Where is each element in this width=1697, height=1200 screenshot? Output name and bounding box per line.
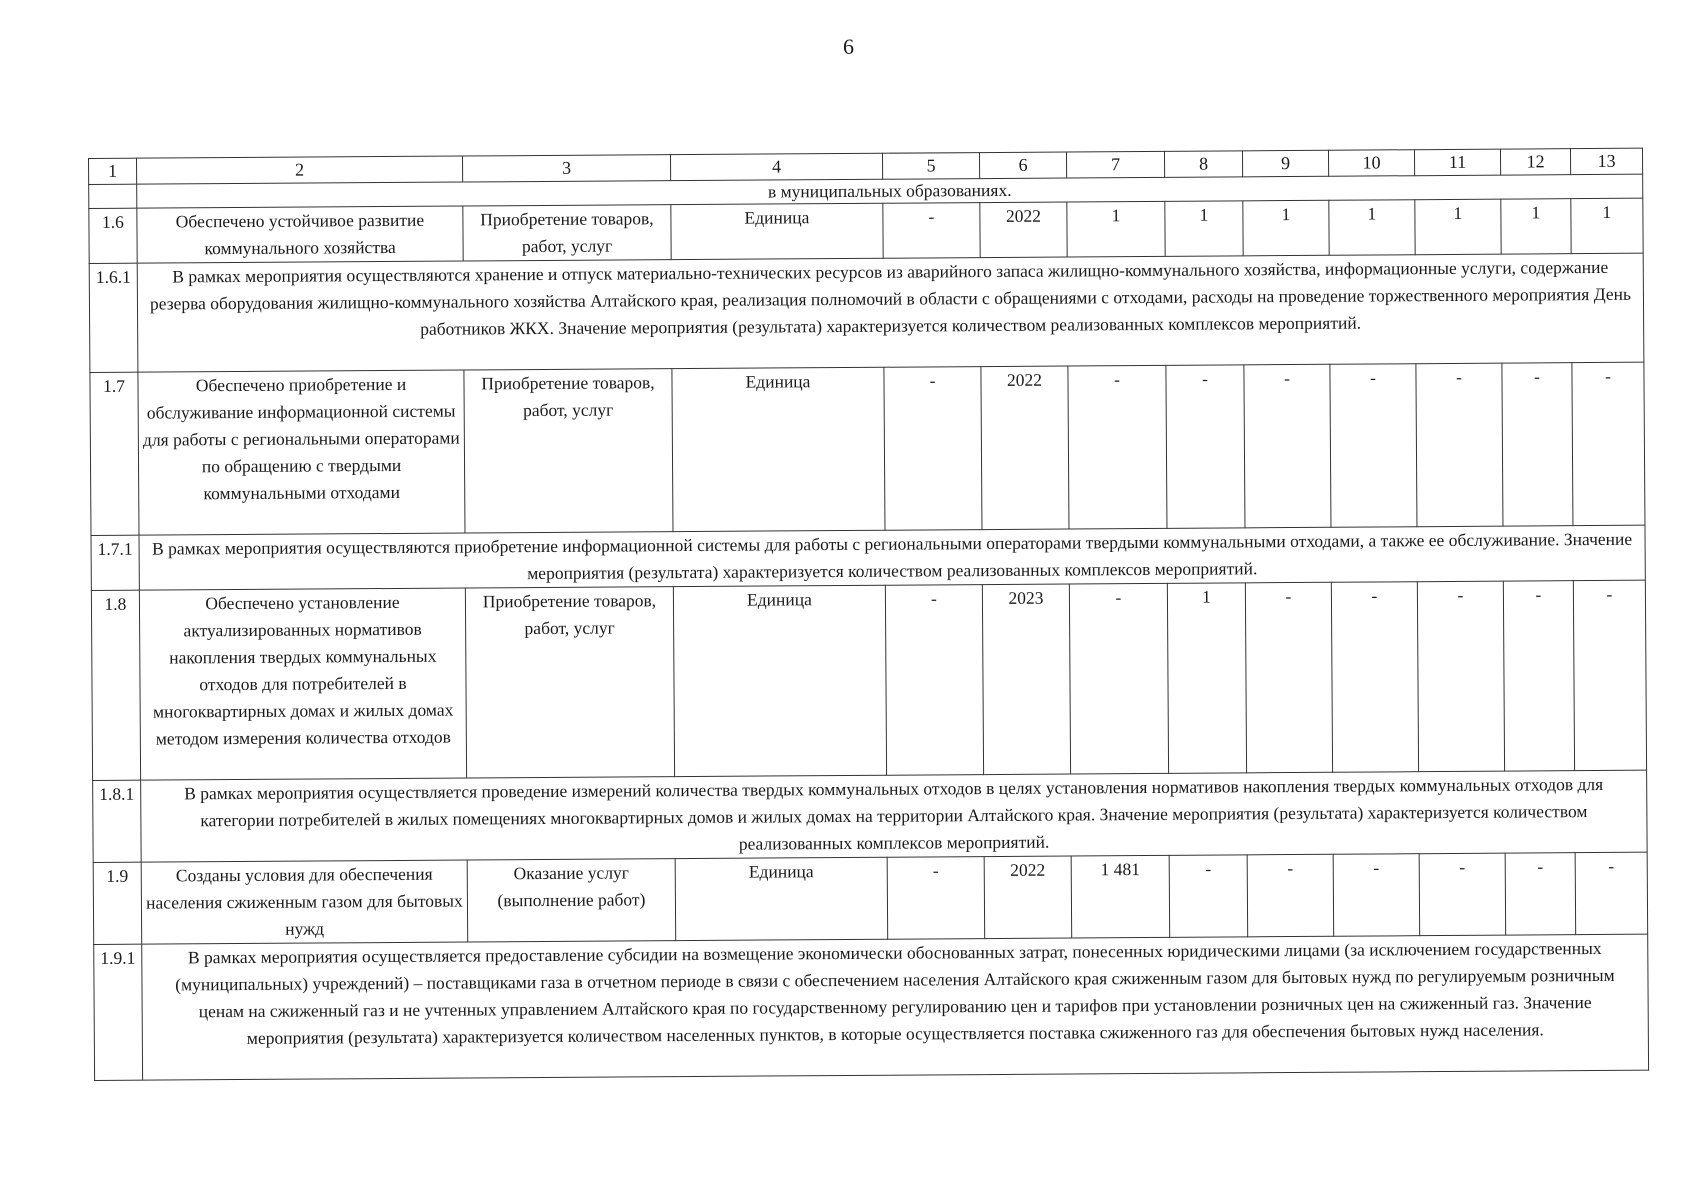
header-cell: 6 <box>979 152 1066 179</box>
value-cell: 1 481 <box>1071 855 1170 938</box>
unit: Единица <box>673 585 886 776</box>
description-text: В рамках мероприятия осуществляются хранение и отпуск материально-технических ресурсов из аварийного запаса жилищно-коммунального хозяйства, информационные услуги, содержание резерва оборудования жилищно-коммунального хозяйства Алтайского края, реализация полномочий в области с обращениями с отходами, расходы на проведение торжественного мероприятия День работников ЖКХ. Значение мероприятия (результата) характеризуется количеством реализованных комплексов мероприятий. <box>137 253 1644 372</box>
description-row <box>91 525 1645 590</box>
table-row <box>93 852 1648 944</box>
unit: Единица <box>671 203 883 259</box>
value-cell: - <box>1245 582 1332 773</box>
value-cell: - <box>1247 854 1334 937</box>
table-row <box>90 362 1645 535</box>
header-cell: 9 <box>1242 150 1328 177</box>
row-number: 1.7.1 <box>91 535 139 590</box>
value-cell: 1 <box>1571 198 1643 253</box>
value-cell: 1 <box>1243 200 1329 256</box>
header-cell: 4 <box>670 153 882 180</box>
description-row <box>93 770 1648 862</box>
description-row <box>89 253 1644 372</box>
value-cell: - <box>1502 363 1573 526</box>
table-wrapper <box>88 148 1648 1081</box>
row-number: 1.9 <box>93 862 142 944</box>
continuation-text: в муниципальных образованиях. <box>137 174 1643 208</box>
row-number: 1.7 <box>90 372 139 535</box>
result-type: Оказание услуг (выполнение работ) <box>467 859 676 942</box>
header-cell: 10 <box>1328 150 1414 177</box>
value-cell: 1 <box>1501 199 1571 254</box>
page-number: 6 <box>843 34 854 59</box>
row-number: 1.9.1 <box>94 944 143 1080</box>
description-text: В рамках мероприятия осуществляется проведение измерений количества твердых коммунальных отходов в целях установления нормативов накопления твердых коммунальных отходов для категории потребителей в жилых помещениях многоквартирных домов и жилых домах на территории Алтайского края. Значение мероприятия (результата) характеризуется количеством реализованных комплексов мероприятий. <box>141 770 1648 862</box>
value-cell: - <box>1331 582 1418 773</box>
col5-value: - <box>883 203 980 259</box>
value-cell: - <box>1572 362 1645 525</box>
col5-value: - <box>884 367 982 531</box>
col5-value: - <box>887 857 985 940</box>
row-number: 1.6 <box>89 208 137 263</box>
value-cell: - <box>1169 855 1248 938</box>
row-number: 1.6.1 <box>89 263 138 372</box>
header-cell: 7 <box>1066 151 1164 178</box>
header-cell: 5 <box>882 153 979 180</box>
description-text: В рамках мероприятия осуществляются приобретение информационной системы для работы с региональными операторами твердыми коммунальными отходами, а также ее обслуживание. Значение мероприятия (результата) характеризуется количеством реализованных комплексов мероприятий. <box>139 525 1645 590</box>
value-cell: 1 <box>1329 200 1415 256</box>
description-text: В рамках мероприятия осуществляется предоставление субсидии на возмещение экономически обоснованных затрат, понесенных юридическими лицами (за исключением государственных (муниципальных) учреждений) – поставщиками газа в отчетном периоде в связи с обеспечением населения Алтайского края сжиженным газом для бытовых нужд по регулируемым розничным ценам на сжиженный газ и не учтенных управлением Алтайского края по государственному регулированию цен и тарифов при установлении розничных цен на сжиженный газ. Значение мероприятия (результата) характеризуется количеством населенных пунктов, в которые осуществляется поставка сжиженного газ для обеспечения бытовых нужд населения. <box>142 934 1649 1080</box>
result-type: Приобретение товаров, работ, услуг <box>465 587 674 778</box>
result-name: Обеспечено устойчивое развитие коммунального хозяйства <box>137 206 463 263</box>
header-cell: 2 <box>137 156 463 184</box>
result-name: Созданы условия для обеспечения населения сжиженным газом для бытовых нужд <box>141 860 468 944</box>
value-cell: - <box>1417 581 1504 772</box>
empty-cell <box>89 184 137 208</box>
header-cell: 1 <box>89 158 137 184</box>
value-cell: 1 <box>1165 201 1243 257</box>
year: 2022 <box>980 202 1067 258</box>
result-type: Приобретение товаров, работ, услуг <box>463 205 671 261</box>
description-row <box>94 934 1649 1080</box>
value-cell: - <box>1069 583 1168 774</box>
value-cell: - <box>1166 365 1245 529</box>
header-cell: 11 <box>1414 149 1500 176</box>
col5-value: - <box>885 585 983 776</box>
value-cell: - <box>1068 365 1167 529</box>
table-row <box>89 198 1643 263</box>
table-row <box>91 580 1646 780</box>
row-number: 1.8.1 <box>93 780 142 862</box>
value-cell: 1 <box>1067 201 1165 257</box>
value-cell: - <box>1505 853 1576 935</box>
value-cell: - <box>1244 364 1331 528</box>
year: 2022 <box>984 856 1072 939</box>
value-cell: - <box>1330 364 1417 528</box>
value-cell: - <box>1575 852 1648 934</box>
value-cell: - <box>1503 581 1574 771</box>
unit: Единица <box>675 857 888 940</box>
value-cell: - <box>1333 854 1420 937</box>
result-type: Приобретение товаров, работ, услуг <box>464 369 673 533</box>
result-name: Обеспечено установление актуализированных нормативов накопления твердых коммунальных отходов для потребителей в многоквартирных домах и жилых домах методом измерения количества отходов <box>139 588 466 780</box>
year: 2023 <box>982 584 1070 775</box>
header-cell: 13 <box>1570 148 1642 174</box>
year: 2022 <box>981 366 1069 530</box>
value-cell: 1 <box>1167 583 1246 774</box>
header-cell: 3 <box>462 155 670 182</box>
indicators-table <box>88 148 1649 1081</box>
header-cell: 12 <box>1500 149 1570 175</box>
unit: Единица <box>672 367 885 531</box>
value-cell: 1 <box>1415 199 1501 255</box>
header-cell: 8 <box>1164 151 1242 178</box>
result-name: Обеспечено приобретение и обслуживание информационной системы для работы с региональными операторами по обращению с твердыми коммунальными отходами <box>138 370 465 535</box>
row-number: 1.8 <box>91 590 140 780</box>
value-cell: - <box>1573 580 1646 770</box>
value-cell: - <box>1419 853 1506 936</box>
value-cell: - <box>1416 363 1503 527</box>
